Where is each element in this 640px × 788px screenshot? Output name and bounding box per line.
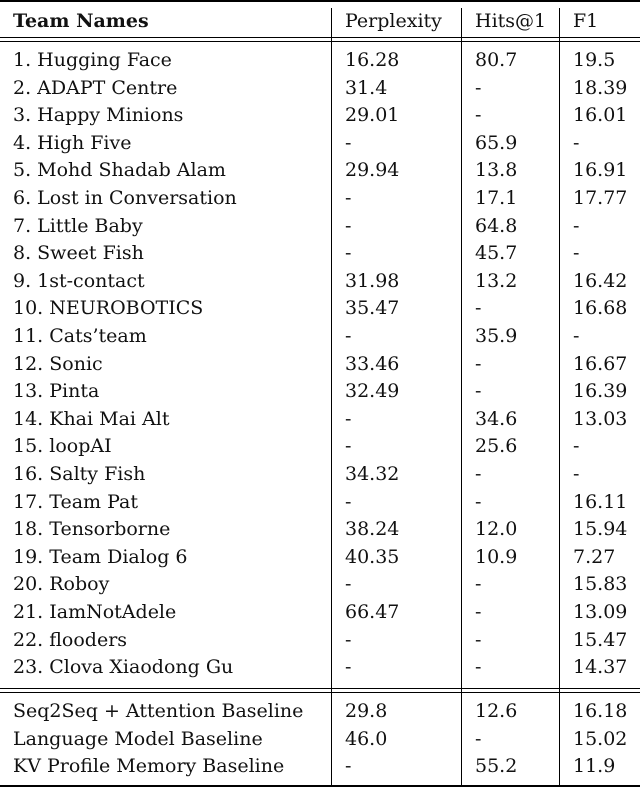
team-row-perplexity-cell: - <box>345 242 352 265</box>
team-row-team-name-cell: 11. Cats’team <box>13 325 147 347</box>
top-rule <box>0 0 640 2</box>
team-row-perplexity-cell: - <box>345 214 352 237</box>
team-row-hits-cell: 80.7 <box>475 49 518 71</box>
team-row-f1-cell: 16.68 <box>573 297 628 320</box>
column-divider-3 <box>559 8 560 785</box>
team-row-perplexity-cell: 66.47 <box>345 601 400 623</box>
team-row-f1-cell: - <box>573 131 580 154</box>
team-row-team-name-cell: 13. Pinta <box>13 380 100 403</box>
column-divider-1 <box>331 8 332 785</box>
team-row-perplexity-cell: 32.49 <box>345 380 400 403</box>
team-row-f1-cell: - <box>573 463 580 485</box>
team-row-team-name-cell: 18. Tensorborne <box>13 518 171 541</box>
team-row-perplexity-cell: - <box>345 407 352 430</box>
team-row-hits-cell: - <box>475 76 482 99</box>
team-row-team-name-cell: 17. Team Pat <box>13 490 138 513</box>
team-row-perplexity-cell: 38.24 <box>345 518 400 541</box>
team-row-hits-cell: 13.8 <box>475 159 518 182</box>
header-rule-upper <box>0 37 640 38</box>
team-row-f1-cell: 16.67 <box>573 352 628 375</box>
team-row-perplexity-cell: - <box>345 131 352 154</box>
team-row-perplexity-cell: 35.47 <box>345 297 400 320</box>
team-row-f1-cell: 15.83 <box>573 573 628 596</box>
team-row-f1-cell: 16.11 <box>573 490 628 513</box>
baseline-row-f1-cell: 11.9 <box>573 755 616 778</box>
team-row-team-name-cell: 16. Salty Fish <box>13 463 146 485</box>
baseline-rule-lower <box>0 692 640 693</box>
team-row-team-name-cell: 9. 1st-contact <box>13 269 145 292</box>
team-row-hits-cell: - <box>475 628 482 651</box>
baseline-row-hits-cell: 12.6 <box>475 700 518 722</box>
team-row-perplexity-cell: 33.46 <box>345 352 400 375</box>
team-row-team-name-cell: 22. flooders <box>13 628 128 651</box>
baseline-row-team-name-cell: Language Model Baseline <box>13 727 263 750</box>
team-row-perplexity-cell: 34.32 <box>345 463 400 485</box>
team-row-hits-cell: - <box>475 490 482 513</box>
team-row-hits-cell: 10.9 <box>475 545 518 568</box>
team-row-f1-cell: 16.01 <box>573 104 628 127</box>
team-row-f1-cell: 16.42 <box>573 269 628 292</box>
team-row-f1-cell: 13.09 <box>573 601 628 623</box>
header-f1: F1 <box>573 10 599 32</box>
team-row-hits-cell: - <box>475 352 482 375</box>
team-row-perplexity-cell: 31.98 <box>345 269 400 292</box>
team-row-hits-cell: 25.6 <box>475 435 518 458</box>
team-row-team-name-cell: 2. ADAPT Centre <box>13 76 178 99</box>
team-row-hits-cell: - <box>475 656 482 679</box>
column-divider-2 <box>461 8 462 785</box>
team-row-hits-cell: 64.8 <box>475 214 518 237</box>
team-row-perplexity-cell: 29.01 <box>345 104 400 127</box>
baseline-row-perplexity-cell: 46.0 <box>345 727 388 750</box>
header-rule-lower <box>0 41 640 42</box>
team-row-hits-cell: - <box>475 601 482 623</box>
team-row-f1-cell: 7.27 <box>573 545 616 568</box>
team-row-team-name-cell: 15. loopAI <box>13 435 112 458</box>
team-row-perplexity-cell: 16.28 <box>345 49 400 71</box>
baseline-row-perplexity-cell: - <box>345 755 352 778</box>
team-row-team-name-cell: 7. Little Baby <box>13 214 143 237</box>
team-row-hits-cell: - <box>475 380 482 403</box>
team-row-team-name-cell: 23. Clova Xiaodong Gu <box>13 656 234 679</box>
team-row-f1-cell: 17.77 <box>573 187 628 209</box>
team-row-hits-cell: 13.2 <box>475 269 518 292</box>
team-row-f1-cell: 18.39 <box>573 76 628 99</box>
bottom-rule <box>0 785 640 787</box>
team-row-perplexity-cell: - <box>345 325 352 347</box>
header-hits-at-1: Hits@1 <box>475 10 547 32</box>
baseline-row-team-name-cell: Seq2Seq + Attention Baseline <box>13 700 304 722</box>
team-row-team-name-cell: 10. NEUROBOTICS <box>13 297 204 320</box>
team-row-team-name-cell: 5. Mohd Shadab Alam <box>13 159 226 182</box>
team-row-hits-cell: 34.6 <box>475 407 518 430</box>
team-row-hits-cell: 45.7 <box>475 242 518 265</box>
team-row-hits-cell: - <box>475 463 482 485</box>
team-row-team-name-cell: 6. Lost in Conversation <box>13 187 237 209</box>
team-row-perplexity-cell: - <box>345 656 352 679</box>
baseline-row-perplexity-cell: 29.8 <box>345 700 388 722</box>
team-row-team-name-cell: 12. Sonic <box>13 352 103 375</box>
team-row-perplexity-cell: - <box>345 187 352 209</box>
team-row-hits-cell: 35.9 <box>475 325 518 347</box>
team-row-f1-cell: - <box>573 325 580 347</box>
team-row-f1-cell: 16.91 <box>573 159 628 182</box>
baseline-row-team-name-cell: KV Profile Memory Baseline <box>13 755 285 778</box>
team-row-f1-cell: 15.47 <box>573 628 628 651</box>
team-row-team-name-cell: 1. Hugging Face <box>13 49 172 71</box>
team-row-hits-cell: - <box>475 573 482 596</box>
team-row-perplexity-cell: - <box>345 435 352 458</box>
team-row-team-name-cell: 4. High Five <box>13 131 132 154</box>
team-row-f1-cell: - <box>573 242 580 265</box>
team-row-f1-cell: - <box>573 214 580 237</box>
team-row-hits-cell: 12.0 <box>475 518 518 541</box>
team-row-perplexity-cell: - <box>345 490 352 513</box>
team-row-team-name-cell: 14. Khai Mai Alt <box>13 407 170 430</box>
team-row-team-name-cell: 19. Team Dialog 6 <box>13 545 188 568</box>
baseline-row-f1-cell: 16.18 <box>573 700 628 722</box>
team-row-hits-cell: - <box>475 104 482 127</box>
team-row-team-name-cell: 20. Roboy <box>13 573 110 596</box>
team-row-f1-cell: 19.5 <box>573 49 616 71</box>
baseline-row-hits-cell: - <box>475 727 482 750</box>
baseline-row-hits-cell: 55.2 <box>475 755 518 778</box>
team-row-f1-cell: 14.37 <box>573 656 628 679</box>
team-row-perplexity-cell: 29.94 <box>345 159 400 182</box>
team-row-f1-cell: 16.39 <box>573 380 628 403</box>
team-row-perplexity-cell: 31.4 <box>345 76 388 99</box>
baseline-rule-upper <box>0 688 640 689</box>
team-row-team-name-cell: 21. IamNotAdele <box>13 601 177 623</box>
team-row-hits-cell: 17.1 <box>475 187 518 209</box>
baseline-row-f1-cell: 15.02 <box>573 727 628 750</box>
team-row-team-name-cell: 3. Happy Minions <box>13 104 184 127</box>
team-row-perplexity-cell: - <box>345 628 352 651</box>
team-row-perplexity-cell: - <box>345 573 352 596</box>
team-row-hits-cell: 65.9 <box>475 131 518 154</box>
team-row-team-name-cell: 8. Sweet Fish <box>13 242 144 265</box>
team-row-f1-cell: 13.03 <box>573 407 628 430</box>
header-team-names: Team Names <box>13 10 149 32</box>
team-row-f1-cell: 15.94 <box>573 518 628 541</box>
header-perplexity: Perplexity <box>345 10 442 32</box>
team-row-f1-cell: - <box>573 435 580 458</box>
team-row-hits-cell: - <box>475 297 482 320</box>
team-row-perplexity-cell: 40.35 <box>345 545 400 568</box>
